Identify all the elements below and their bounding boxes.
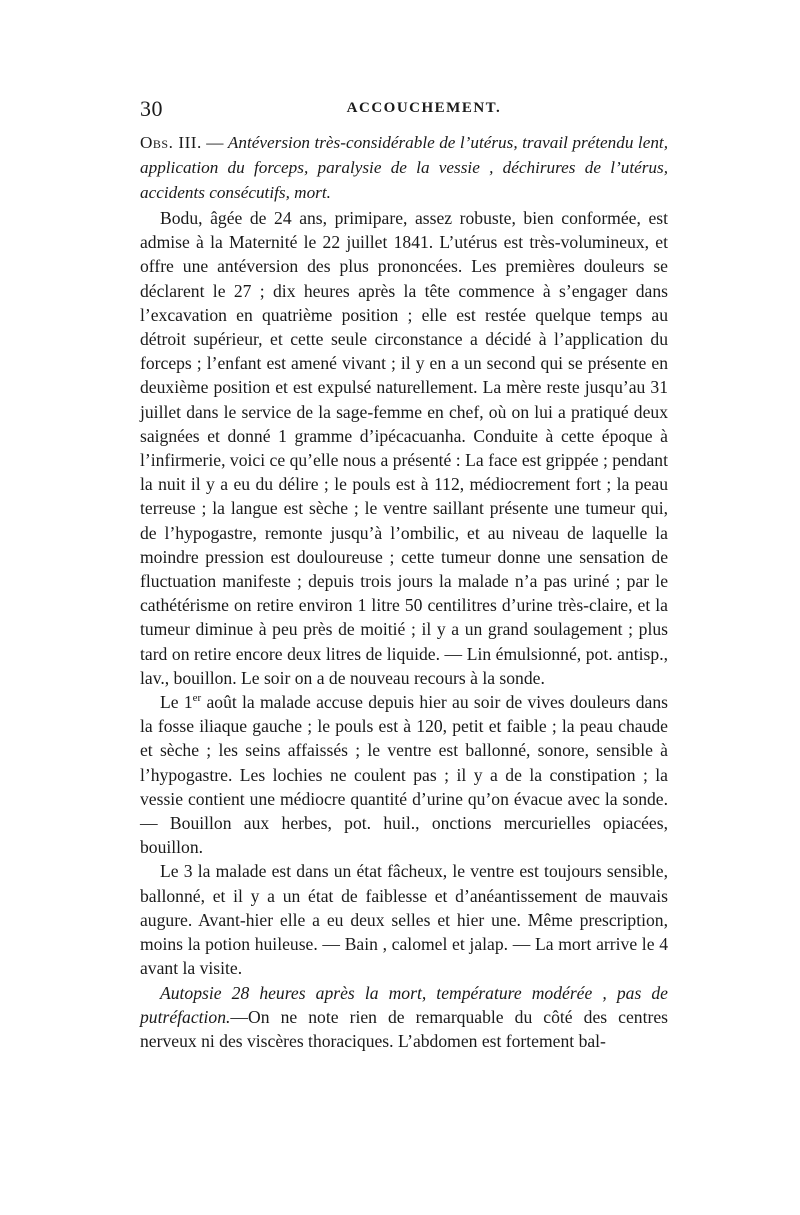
running-title: ACCOUCHEMENT. <box>346 100 502 116</box>
observation-heading <box>140 130 668 205</box>
autopsy-text: —On ne note rien de remarquable du côté des centres nerveux ni des viscères thoraciques. L’abdomen est fortement bal- <box>140 1006 668 1051</box>
paragraph-autopsy <box>140 981 668 1054</box>
observation-label: Obs. III. <box>140 133 202 152</box>
paragraph-august-1-rest: août la malade accuse depuis hier au soir de vives douleurs dans la fosse iliaque gauche ; le pouls est à 120, petit et faible ; la peau chaude et sèche ; les seins affaissés ; le ventre est ballonné, sonore, sensible à l’hypogastre. Les lochies ne coulent pas ; il y a de la constipation ; la vessie contient une médiocre quantité d’urine qu’on évacue avec la sonde. — Bouillon aux herbes, pot. huil., onctions mercurielles opiacées, bouillon. <box>140 692 668 858</box>
paragraph-august-1 <box>140 690 668 859</box>
ordinal-superscript: er <box>192 692 202 705</box>
paragraph-admission: Bodu, âgée de 24 ans, primipare, assez robuste, bien conformée, est admise à la Maternité le 22 juillet 1841. L’utérus est très-volumineux, et offre une antéversion des plus prononcées. Les premières douleurs se déclarent le 27 ; dix heures après la tête commence à s’engager dans l’excavation en quatrième position ; elle est restée quelque temps au détroit supérieur, et cette seule circonstance a décidé à l’application du forceps ; l’enfant est amené vivant ; il y en a un second qui se présente en deuxième position et est expulsé naturellement. La mère reste jusqu’au 31 juillet dans le service de la sage-femme en chef, où on lui a pratiqué deux saignées et donné 1 gramme d’ipécacuanha. Conduite à cette époque à l’infirmerie, voici ce qu’elle nous a présenté : La face est grippée ; pendant la nuit il y a eu du délire ; le pouls est à 112, médiocrement fort ; la peau terreuse ; la langue est sèche ; le ventre saillant présente une tumeur qui, de l’hypogastre, remonte jusqu’à l’ombilic, et au niveau de laquelle la moindre pression est douloureuse ; cette tumeur donne une sensation de fluctuation manifeste ; depuis trois jours la malade n’a pas uriné ; par le cathétérisme on retire environ 1 litre 50 centilitres d’urine très-claire, et la tumeur diminue à peu près de moitié ; il y a un grand soulagement ; plus tard on retire encore deux litres de liquide. — Lin émulsionné, pot. antisp., lav., bouillon. Le soir on a de nouveau recours à la sonde. <box>140 208 668 688</box>
observation-title: Antéversion très-considérable de l’utérus, travail prétendu lent, application du forceps, paralysie de la vessie , déchirures de l’utérus, accidents consécutifs, mort. <box>140 133 668 202</box>
paragraph-august-3: Le 3 la malade est dans un état fâcheux, le ventre est toujours sensible, ballonné, et il y a un état de faiblesse et d’anéantissement de mauvais augure. Avant-hier elle a eu deux selles et hier une. Même prescription, moins la potion huileuse. — Bain , calomel et jalap. — La mort arrive le 4 avant la visite. <box>140 861 668 979</box>
page-number: 30 <box>140 96 163 121</box>
observation-dash: — <box>201 133 228 152</box>
running-head <box>140 96 668 130</box>
book-page <box>140 96 668 1053</box>
paragraph-august-1-start: Le 1 <box>160 692 193 713</box>
autopsy-heading: Autopsie 28 heures après la mort, température modérée , pas de putréfaction. <box>140 982 668 1027</box>
